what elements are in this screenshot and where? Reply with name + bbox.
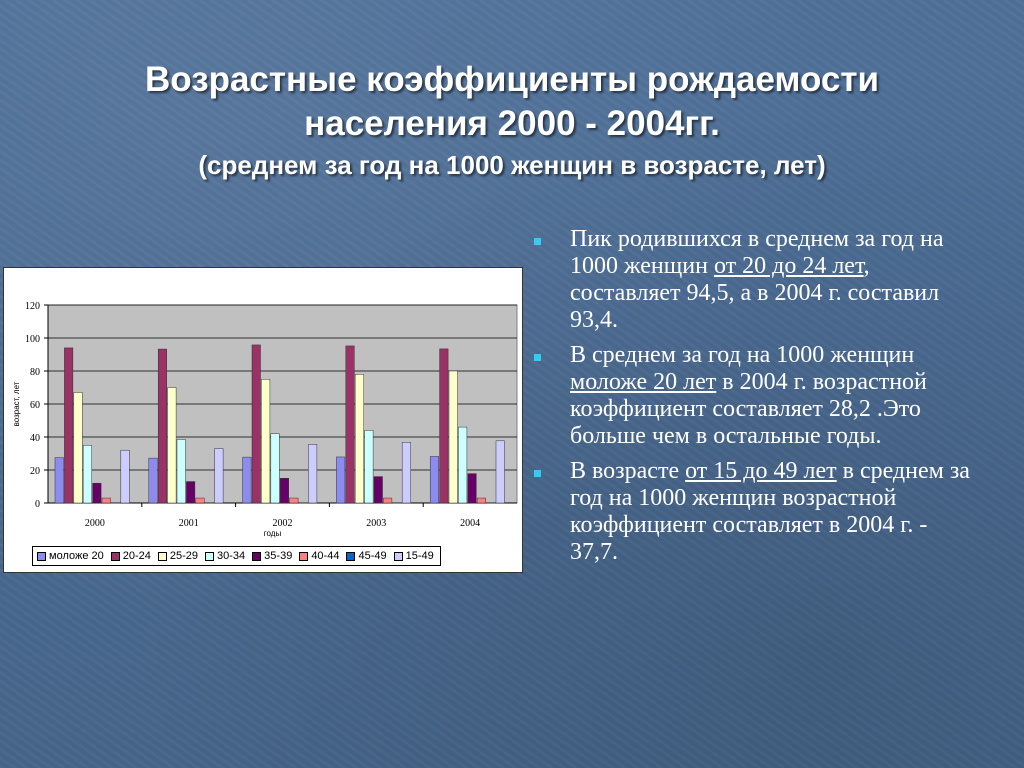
bar xyxy=(64,348,73,503)
square-bullet-icon xyxy=(534,470,541,477)
legend-label: 40-44 xyxy=(311,550,340,562)
x-tick-label: 2003 xyxy=(366,518,387,529)
legend-entry xyxy=(346,550,386,562)
bullet-item xyxy=(530,342,970,450)
bullet-underlined-text: моложе 20 лет xyxy=(570,369,717,395)
bar xyxy=(111,503,120,504)
bar xyxy=(355,374,364,503)
legend-label: 25-29 xyxy=(169,550,199,562)
chart-legend xyxy=(32,546,441,566)
title-line-1: Возрастные коэффициенты рождаемости xyxy=(145,60,879,99)
bar xyxy=(477,498,486,503)
bullet-list xyxy=(530,226,970,574)
bar xyxy=(308,444,317,503)
legend-label: 20-24 xyxy=(122,550,151,562)
bar xyxy=(158,349,167,503)
title-line-2: населения 2000 - 2004гг. xyxy=(304,104,720,143)
bullet-text: Пик родившихся в среднем за год на 1000 женщин xyxy=(570,226,944,279)
bullet-text: в среднем за год на 1000 женщин возрастной коэффициент составляет в 2004 г. - 37,7. xyxy=(570,458,970,565)
y-tick-label: 20 xyxy=(30,466,40,477)
y-tick-label: 80 xyxy=(30,367,40,378)
bar-chart xyxy=(4,268,524,574)
bar xyxy=(336,457,345,503)
legend-swatch xyxy=(37,552,46,561)
y-tick-label: 120 xyxy=(25,301,40,312)
bar xyxy=(177,439,186,503)
bar xyxy=(458,427,467,503)
bar xyxy=(55,458,64,503)
title-subtitle: (среднем за год на 1000 женщин в возрасте, лет) xyxy=(198,150,826,180)
bar xyxy=(280,478,289,503)
legend-entry xyxy=(205,550,245,562)
chart-container xyxy=(3,267,523,573)
bar xyxy=(102,498,111,503)
bar xyxy=(83,445,92,503)
bar xyxy=(299,503,308,504)
legend-swatch xyxy=(252,552,261,561)
bar xyxy=(393,503,402,504)
legend-label: 45-49 xyxy=(358,550,387,562)
x-tick-label: 2002 xyxy=(272,518,293,529)
legend-entry xyxy=(252,550,292,562)
bullet-item xyxy=(530,226,970,334)
bar xyxy=(196,498,205,503)
square-bullet-icon xyxy=(534,354,541,361)
bar xyxy=(496,441,505,503)
bar xyxy=(243,457,252,503)
bar xyxy=(346,346,355,503)
legend-entry xyxy=(158,550,198,562)
bar xyxy=(365,430,374,503)
square-bullet-icon xyxy=(534,238,541,245)
legend-entry xyxy=(37,550,104,562)
legend-entry xyxy=(111,550,151,562)
bar xyxy=(205,503,214,504)
x-tick-label: 2000 xyxy=(84,518,105,529)
x-axis-label: годы xyxy=(263,529,282,538)
bullet-text: В возрасте xyxy=(570,458,686,484)
legend-swatch xyxy=(299,552,308,561)
x-tick-label: 2004 xyxy=(460,518,481,529)
bar xyxy=(449,371,458,503)
y-tick-label: 40 xyxy=(30,433,40,444)
bar xyxy=(121,450,130,503)
y-tick-label: 100 xyxy=(25,334,40,345)
bar xyxy=(149,458,158,503)
bar xyxy=(402,442,411,503)
slide-title xyxy=(40,58,984,182)
legend-label: моложе 20 xyxy=(49,550,104,562)
legend-swatch xyxy=(158,552,167,561)
legend-label: 15-49 xyxy=(405,550,434,562)
bullet-underlined-text: от 20 до 24 лет xyxy=(713,253,864,279)
bullet-text: в 2004 г. возрастной коэффициент составляет 28,2 .Это больше чем в остальные годы. xyxy=(570,369,927,449)
bar xyxy=(252,345,261,503)
legend-label: 30-34 xyxy=(217,550,246,562)
bullet-item xyxy=(530,458,970,566)
bar xyxy=(374,477,383,503)
bullet-underlined-text: от 15 до 49 лет xyxy=(685,458,837,484)
bar xyxy=(74,392,83,503)
bar xyxy=(168,388,177,504)
y-tick-label: 0 xyxy=(35,499,40,510)
bullet-text: , составляет 94,5, а в 2004 г. составил 93,4. xyxy=(570,253,940,333)
legend-swatch xyxy=(394,552,403,561)
bar xyxy=(215,449,224,503)
bar xyxy=(430,456,439,503)
bar xyxy=(186,482,195,503)
bar xyxy=(93,483,102,503)
bar xyxy=(261,379,270,503)
bar xyxy=(487,503,496,504)
x-tick-label: 2001 xyxy=(178,518,199,529)
legend-label: 35-39 xyxy=(264,550,293,562)
legend-swatch xyxy=(205,552,214,561)
legend-entry xyxy=(394,550,434,562)
y-tick-label: 60 xyxy=(30,400,40,411)
bar xyxy=(290,498,299,503)
bar xyxy=(271,434,280,503)
legend-swatch xyxy=(111,552,120,561)
legend-swatch xyxy=(346,552,355,561)
legend-entry xyxy=(299,550,339,562)
y-axis-label: возраст, лет xyxy=(12,381,21,427)
bar xyxy=(383,498,392,503)
bullet-text: В среднем за год на 1000 женщин xyxy=(570,342,915,368)
bar xyxy=(468,474,477,503)
bar xyxy=(440,349,449,503)
